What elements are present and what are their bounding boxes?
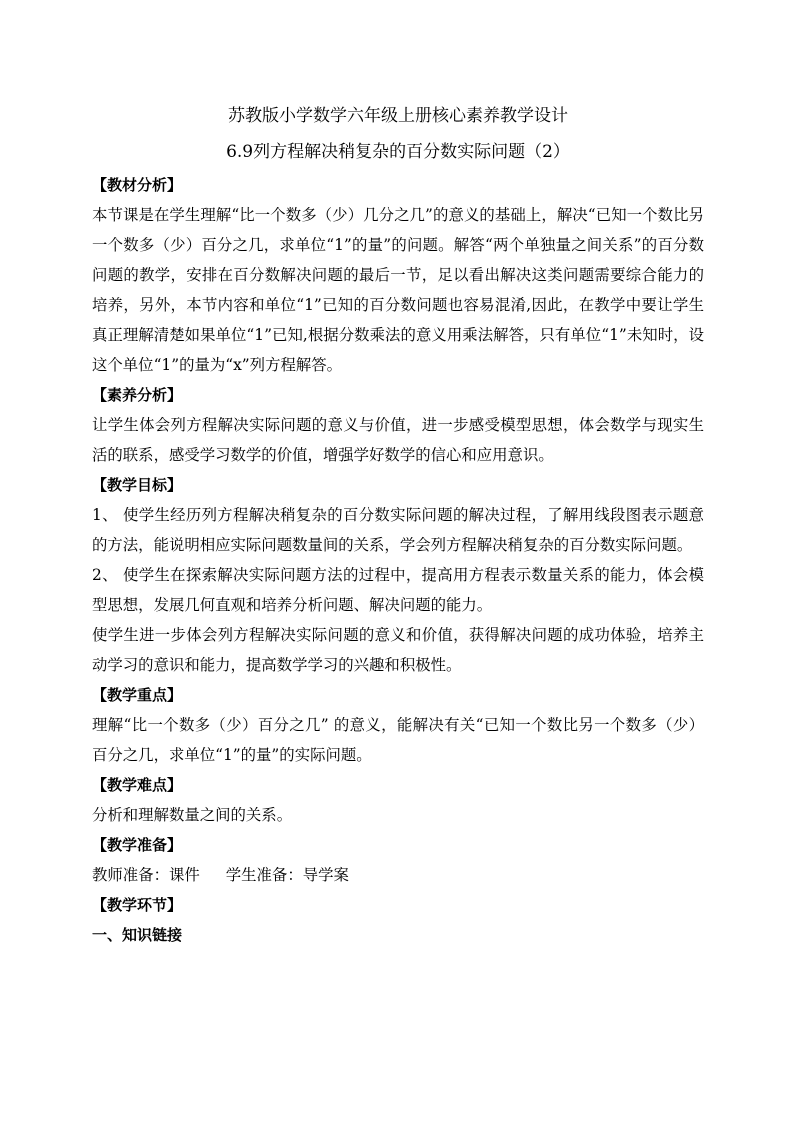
paragraph-key-points: 理解“比一个数多（少）百分之几” 的意义，能解决有关“已知一个数比另一个数多（少）百分之几，求单位“1”的量”的实际问题。 <box>92 716 704 764</box>
document-subtitle: 6.9列方程解决稍复杂的百分数实际问题（2） <box>226 142 570 162</box>
heading-preparation: 【教学准备】 <box>92 836 183 854</box>
objective-item-3: 使学生进一步体会列方程解决实际问题的意义和价值，获得解决问题的成功体验，培养主动学习的意识和能力，提高数学学习的兴趣和积极性。 <box>92 626 704 674</box>
heading-key-points: 【教学重点】 <box>92 686 183 704</box>
preparation-line <box>92 860 704 890</box>
student-preparation: 学生准备：导学案 <box>225 866 349 884</box>
heading-literacy-analysis: 【素养分析】 <box>92 386 183 404</box>
paragraph-difficulties: 分析和理解数量之间的关系。 <box>92 806 293 824</box>
step-knowledge-link: 一、知识链接 <box>92 926 183 944</box>
heading-difficulties: 【教学难点】 <box>92 776 183 794</box>
objective-item-1: 1、 使学生经历列方程解决稍复杂的百分数实际问题的解决过程，了解用线段图表示题意的方法，能说明相应实际问题数量间的关系，学会列方程解决稍复杂的百分数实际问题。 <box>92 506 704 554</box>
document-title: 苏教版小学数学六年级上册核心素养教学设计 <box>228 106 568 126</box>
heading-process: 【教学环节】 <box>92 896 183 914</box>
document-page <box>92 98 704 950</box>
heading-textbook-analysis: 【教材分析】 <box>92 176 183 194</box>
heading-objectives: 【教学目标】 <box>92 476 183 494</box>
teacher-preparation: 教师准备：课件 <box>92 866 200 884</box>
objective-item-2: 2、 使学生在探索解决实际问题方法的过程中，提高用方程表示数量关系的能力，体会模型思想，发展几何直观和培养分析问题、解决问题的能力。 <box>92 566 704 614</box>
paragraph-literacy-analysis: 让学生体会列方程解决实际问题的意义与价值，进一步感受模型思想，体会数学与现实生活的联系，感受学习数学的价值，增强学好数学的信心和应用意识。 <box>92 416 704 464</box>
paragraph-textbook-analysis: 本节课是在学生理解“比一个数多（少）几分之几”的意义的基础上，解决“已知一个数比另一个数多（少）百分之几，求单位“1”的量”的问题。解答“两个单独量之间关系”的百分数问题的教学，安排在百分数解决问题的最后一节，足以看出解决这类问题需要综合能力的培养，另外，本节内容和单位“1”已知的百分数问题也容易混淆,因此，在教学中要让学生真正理解清楚如果单位“1”已知,根据分数乘法的意义用乘法解答，只有单位“1”未知时，设这个单位“1”的量为“x”列方程解答。 <box>92 206 704 374</box>
